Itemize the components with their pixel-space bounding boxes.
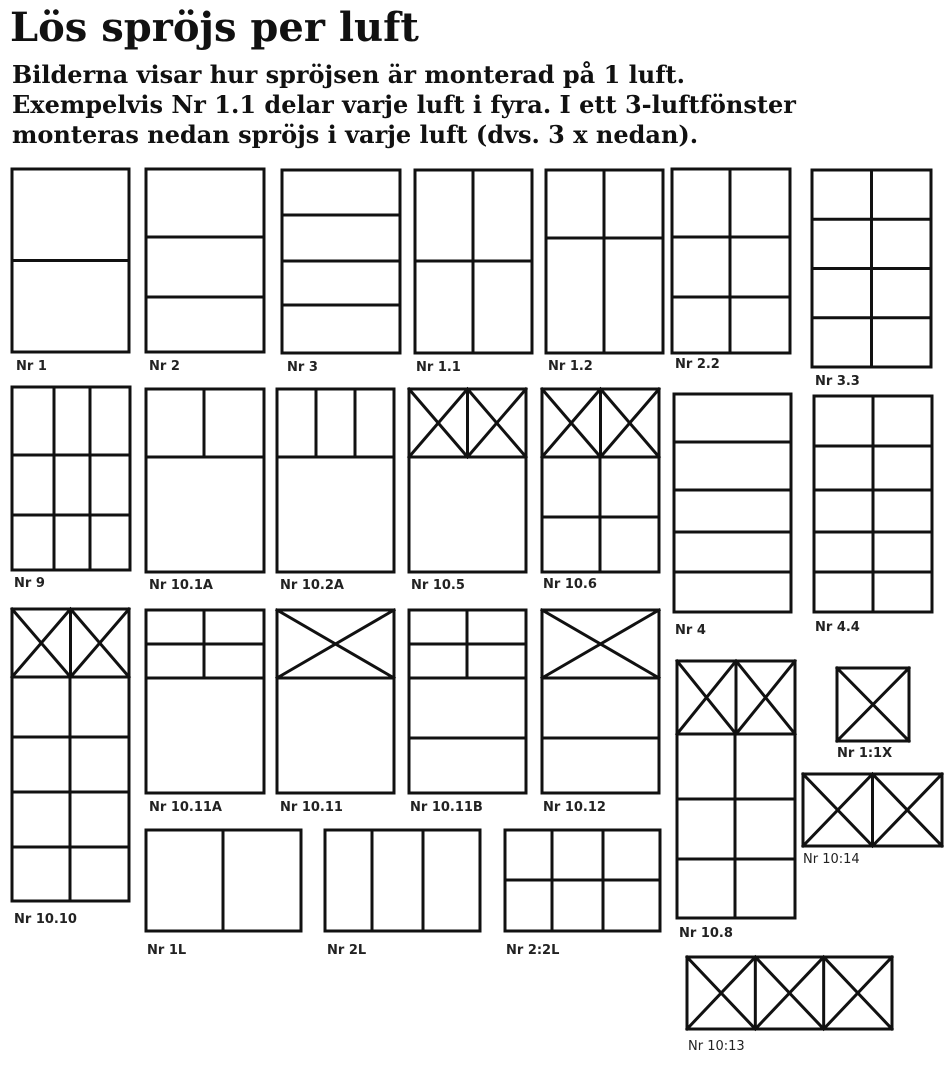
pane-label: Nr 3.3 <box>815 374 860 389</box>
pane-label: Nr 10.10 <box>14 912 77 927</box>
pane-label: Nr 1.1 <box>416 360 461 375</box>
pane-nr-1l <box>146 830 301 958</box>
pane-label: Nr 2L <box>327 943 367 958</box>
pane-nr-10-10 <box>12 609 129 927</box>
pane-label: Nr 1:1X <box>837 746 893 761</box>
pane-label: Nr 2:2L <box>506 943 560 958</box>
pane-nr-2 <box>146 169 264 374</box>
pane-label: Nr 1.2 <box>548 359 593 374</box>
pane-nr-4 <box>674 394 791 638</box>
pane-label: Nr 2.2 <box>675 357 720 372</box>
pane-label: Nr 10.8 <box>679 926 733 941</box>
pane-nr-1-1x <box>837 668 909 761</box>
pane-label: Nr 2 <box>149 359 180 374</box>
pane-nr-1-1 <box>415 170 532 375</box>
pane-nr-10-8 <box>677 661 795 941</box>
pane-label: Nr 10.2A <box>280 578 344 593</box>
pane-label: Nr 10.6 <box>543 577 597 592</box>
pane-nr-4-4 <box>814 396 932 635</box>
pane-label: Nr 3 <box>287 360 318 375</box>
pane-label: Nr 10.11 <box>280 800 343 815</box>
pane-label: Nr 1L <box>147 943 187 958</box>
pane-label: Nr 9 <box>14 576 45 591</box>
pane-label: Nr 4.4 <box>815 620 860 635</box>
pane-label: Nr 10.5 <box>411 578 465 593</box>
pane-nr-10-11 <box>277 610 394 815</box>
pane-label: Nr 4 <box>675 623 706 638</box>
pane-label: Nr 10.11B <box>410 800 483 815</box>
pane-label: Nr 10.1A <box>149 578 213 593</box>
pane-nr-2l <box>325 830 480 958</box>
pane-label: Nr 10.12 <box>543 800 606 815</box>
description-line-1: Bilderna visar hur spröjsen är monterad på 1 luft. <box>12 60 685 89</box>
pane-label: Nr 1 <box>16 359 47 374</box>
pane-nr-2-2l <box>505 830 660 958</box>
pane-nr-10-13 <box>687 957 892 1054</box>
pane-nr-10-11a <box>146 610 264 815</box>
pane-label: Nr 10:13 <box>688 1039 745 1054</box>
pane-label: Nr 10.11A <box>149 800 222 815</box>
pane-nr-10-6 <box>542 389 659 592</box>
pane-nr-3 <box>282 170 400 375</box>
pane-nr-10-14 <box>803 774 942 867</box>
pane-nr-10-12 <box>542 610 659 815</box>
pane-nr-1 <box>12 169 129 374</box>
description-line-2: Exempelvis Nr 1.1 delar varje luft i fyra. I ett 3-luftfönster <box>12 90 796 119</box>
pane-nr-10-2a <box>277 389 394 593</box>
pane-nr-1-2 <box>546 170 663 374</box>
pane-label: Nr 10:14 <box>803 852 860 867</box>
page-title: Lös spröjs per luft <box>10 4 419 51</box>
pane-nr-10-5 <box>409 389 526 593</box>
pane-nr-10-11b <box>409 610 526 815</box>
pane-nr-2-2 <box>672 169 790 372</box>
pane-nr-9 <box>12 387 130 591</box>
pane-nr-3-3 <box>812 170 931 389</box>
pane-nr-10-1a <box>146 389 264 593</box>
description-line-3: monteras nedan spröjs i varje luft (dvs. 3 x nedan). <box>12 120 699 149</box>
